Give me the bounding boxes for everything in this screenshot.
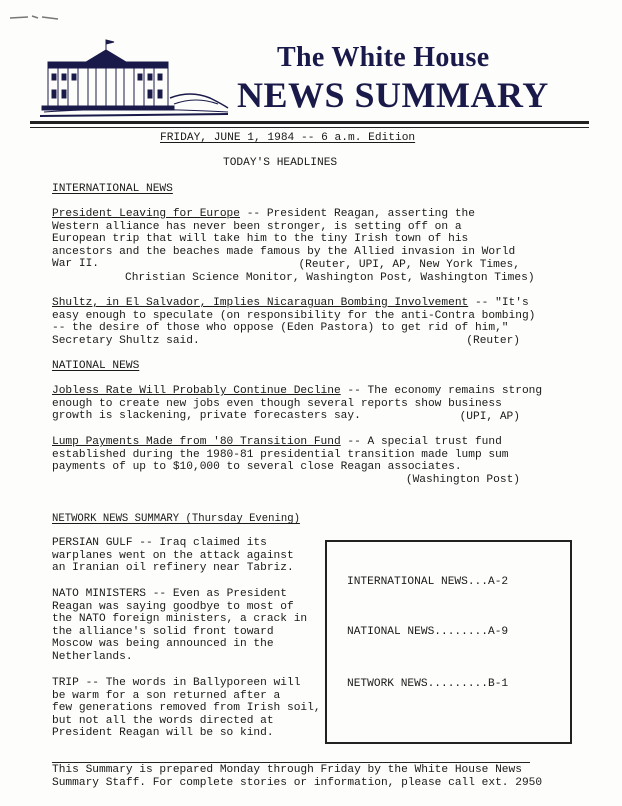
masthead-title-line2: NEWS SUMMARY — [237, 75, 549, 115]
section-heading-international: INTERNATIONAL NEWS — [52, 183, 173, 195]
section-heading-national: NATIONAL NEWS — [52, 360, 140, 372]
story-body: -- A special trust fund established during the 1980-81 presidential transition made lump sum payments of up to $10,000 to several close Reagan associates. — [52, 436, 509, 474]
story-lump-payments — [52, 436, 532, 474]
index-international: INTERNATIONAL NEWS...A-2 — [347, 576, 509, 588]
network-item-lead: NATO MINISTERS — [52, 588, 146, 600]
network-item-persian-gulf — [52, 537, 294, 575]
story-sources: (Reuter) — [466, 335, 520, 347]
story-headline: Lump Payments Made from '80 Transition Fund — [52, 436, 341, 448]
network-item-text: -- The words in Ballyporeen will be warm for a son returned after a few generations removed from Irish soil, but not all the words directed at President Reagan will be so kind. — [52, 677, 321, 740]
network-item-nato-ministers — [52, 588, 307, 664]
footer-note: This Summary is prepared Monday through Friday by the White House News Summary Staff. For complete stories or information, please call ext. 2950 — [52, 764, 543, 789]
index-box — [325, 540, 572, 744]
story-sources: (UPI, AP) — [459, 411, 520, 423]
footer-rule — [52, 762, 530, 763]
index-national: NATIONAL NEWS........A-9 — [347, 626, 509, 638]
masthead-title-line1: The White House — [277, 42, 490, 73]
masthead-rule-thin — [30, 127, 589, 128]
masthead-rule — [30, 121, 589, 124]
story-body: -- "It's easy enough to speculate (on responsibility for the anti-Contra bombing) -- the desire of those who oppose (Eden Pastora) to get rid of him," Secretary Shultz said. — [52, 297, 536, 347]
network-item-text: -- Iraq claimed its warplanes went on the attack against an Iranian oil refinery near Tabriz. — [52, 537, 294, 575]
todays-headlines-label: TODAY'S HEADLINES — [223, 157, 338, 169]
network-item-trip — [52, 677, 321, 740]
story-headline: Shultz, in El Salvador, Implies Nicaraguan Bombing Involvement — [52, 297, 469, 309]
story-sources: (Reuter, UPI, AP, New York Times, Christian Science Monitor, Washington Post, Washington Times) — [125, 259, 535, 284]
story-headline: President Leaving for Europe — [52, 208, 240, 220]
smudge-mark — [8, 8, 68, 28]
white-house-illustration — [40, 38, 230, 122]
index-network: NETWORK NEWS.........B-1 — [347, 678, 509, 690]
story-sources: (Washington Post) — [405, 474, 520, 486]
network-item-lead: TRIP — [52, 677, 79, 689]
network-item-lead: PERSIAN GULF — [52, 537, 133, 549]
story-body: -- The economy remains strong enough to create new jobs even though several reports show business growth is slackening, private forecasters say. — [52, 385, 543, 423]
story-headline: Jobless Rate Will Probably Continue Decline — [52, 385, 341, 397]
story-body: -- President Reagan, asserting the Western alliance has never been stronger, is setting off on a European trip that will take him to the tiny Irish town of his ancestors and the beaches made famous by the Allied invasion in World War II. — [52, 208, 516, 271]
dateline: FRIDAY, JUNE 1, 1984 -- 6 a.m. Edition — [160, 132, 416, 144]
section-heading-network: NETWORK NEWS SUMMARY (Thursday Evening) — [52, 513, 300, 525]
network-item-text: -- Even as President Reagan was saying goodbye to most of the NATO foreign ministers, a crack in the alliance's solid front toward Moscow was being announced in the Netherlands. — [52, 588, 308, 663]
